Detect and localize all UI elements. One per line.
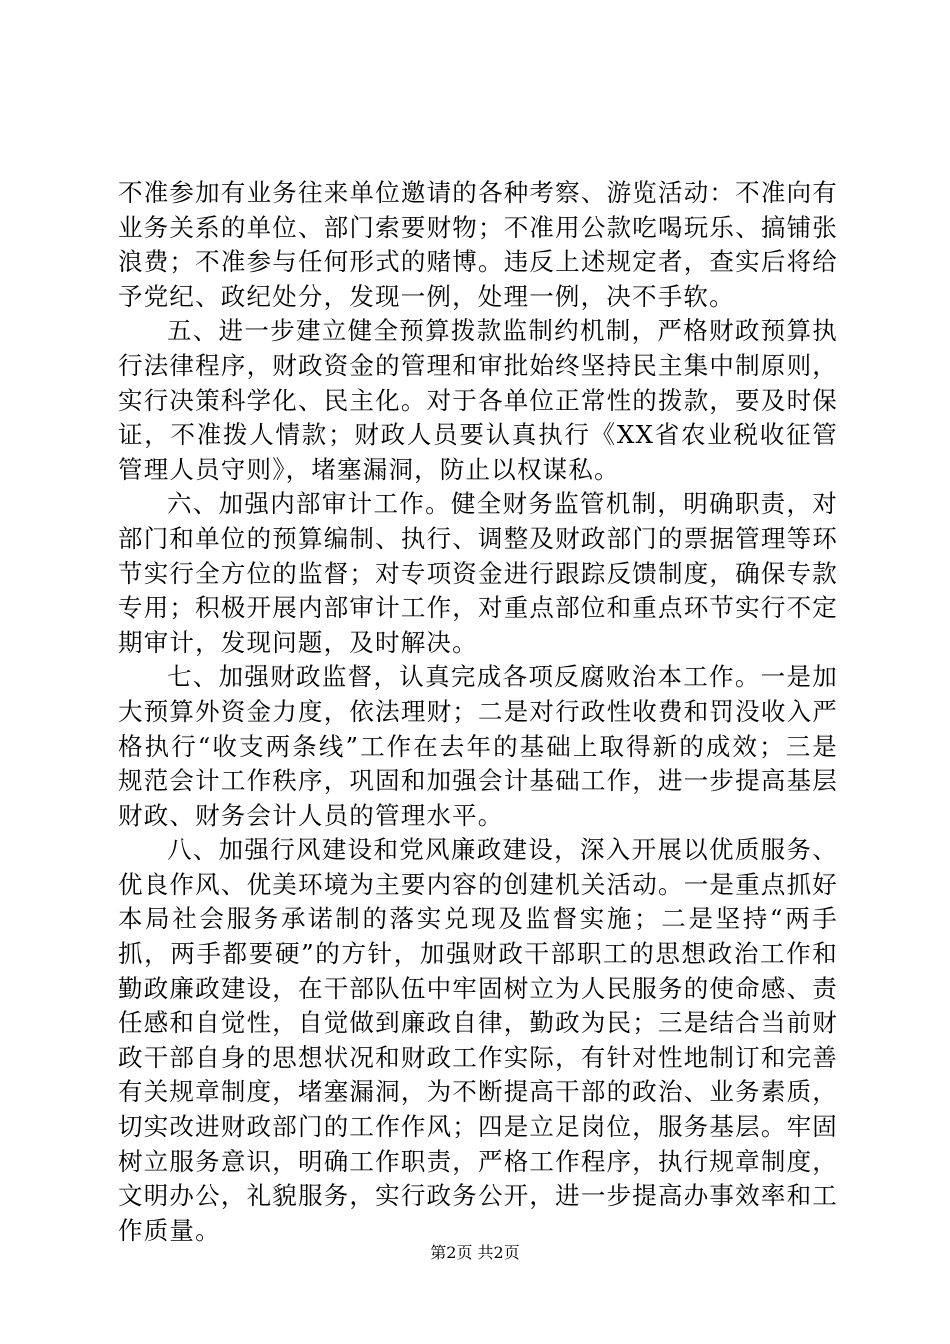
paragraph-section-6: 六、加强内部审计工作。健全财务监管机制，明确职责，对部门和单位的预算编制、执行、调整及财政部门的票据管理等环节实行全方位的监督；对专项资金进行跟踪反馈制度，确保专款专用；积极开展内部审计工作，对重点部位和重点环节实行不定期审计，发现问题，及时解决。 xyxy=(118,489,838,657)
page-number-footer: 第2页 共2页 xyxy=(430,1243,520,1262)
paragraph-section-5: 五、进一步建立健全预算拨款监制约机制，严格财政预算执行法律程序，财政资金的管理和审批始终坚持民主集中制原则，实行决策科学化、民主化。对于各单位正常性的拨款，要及时保证，不准拨人情款；财政人员要认真执行《XX省农业税收征管管理人员守则》，堵塞漏洞，防止以权谋私。 xyxy=(118,316,838,484)
document-body xyxy=(118,176,838,1248)
paragraph-continuation: 不准参加有业务往来单位邀请的各种考察、游览活动：不准向有业务关系的单位、部门索要财物；不准用公款吃喝玩乐、搞铺张浪费；不准参与任何形式的赌博。违反上述规定者，查实后将给予党纪、政纪处分，发现一例，处理一例，决不手软。 xyxy=(118,178,838,311)
paragraph-section-8: 八、加强行风建设和党风廉政建设，深入开展以优质服务、优良作风、优美环境为主要内容的创建机关活动。一是重点抓好本局社会服务承诺制的落实兑现及监督实施；二是坚持“两手抓，两手都要硬”的方针，加强财政干部职工的思想政治工作和勤政廉政建设，在干部队伍中牢固树立为人民服务的使命感、责任感和自觉性，自觉做到廉政自律，勤政为民；三是结合当前财政干部自身的思想状况和财政工作实际，有针对性地制订和完善有关规章制度，堵塞漏洞，为不断提高干部的政治、业务素质，切实改进财政部门的工作作风；四是立足岗位，服务基层。牢固树立服务意识，明确工作职责，严格工作程序，执行规章制度，文明办公，礼貌服务，实行政务公开，进一步提高办事效率和工作质量。 xyxy=(118,835,838,1245)
paragraph-section-7: 七、加强财政监督，认真完成各项反腐败治本工作。一是加大预算外资金力度，依法理财；二是对行政性收费和罚没收入严格执行“收支两条线”工作在去年的基础上取得新的成效；三是规范会计工作秩序，巩固和加强会计基础工作，进一步提高基层财政、财务会计人员的管理水平。 xyxy=(118,662,838,830)
